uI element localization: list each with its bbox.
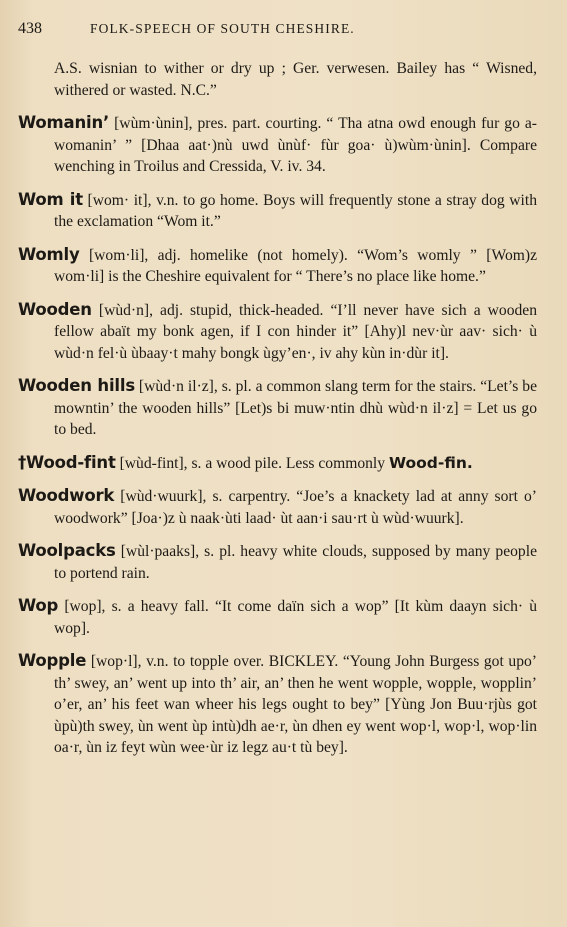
entry-headword: Wom it [18, 189, 83, 209]
page-header [18, 20, 537, 46]
entry-woodwork [18, 485, 537, 529]
entry-wom-it [18, 189, 537, 233]
entry-text: [wùd·n], adj. stupid, thick-headed. “I’ll never have sich a wooden fellow abaït my bonk agen, if I con hinder it” [Ahy)l nev·ùr aav· sich· ù wùd·n fel·ù ùbaay·t mahy bongk ùgy’en·, iv ahy kùn in·dùr it]. [54, 301, 538, 362]
entry-headword: Wopple [18, 651, 87, 670]
entry-headword: Woodwork [18, 486, 115, 505]
entry-woolpacks [18, 540, 537, 584]
entry-text: [wùd·n il·z], s. pl. a common slang term for the stairs. “Let’s be mowntin’ the wooden hills” [Let)s bi muw·ntin dhù wùd·n il·z] = Let us go to bed. [54, 378, 537, 438]
entry-text: [wop·l], v.n. to topple over. BICKLEY. “Young John Burgess got upo’ th’ swey, an’ went up into th’ air, an’ then he went wopple, wopple, wopplin’ o’er, an’ his feet wan wheer his legs ought to bey” [Yùng Jon Buu·rjùs got ùpù)th swey, ùn went ùp intù)dh ae·r, ùn dhen ey went wop·l, wop·l, wop·lin oa·r, ùn iz feyt wùn wee·ùr iz legz au·t tù bey]. [54, 653, 537, 756]
entry-headword: Wop [18, 596, 59, 615]
entry-headword: Womly [18, 244, 80, 264]
entry-text: [wùl·paaks], s. pl. heavy white clouds, supposed by many people to portend rain. [54, 543, 537, 582]
running-head: FOLK-SPEECH OF SOUTH CHESHIRE. [90, 21, 355, 36]
page-number: 438 [18, 20, 42, 37]
entry-wood-fint [18, 452, 537, 475]
entry-text: [wom·li], adj. homelike (not homely). “Wom’s womly ” [Wom)z wom·li] is the Cheshire equivalent for “ There’s no place like home.” [54, 246, 537, 285]
entry-text: [wùd·wuurk], s. carpentry. “Joe’s a knackety lad at anny sort o’ woodwork” [Joa·)z ù naak·ùti laad· ùt aan·i sau·rt ù wùd·wuurk]. [54, 488, 537, 527]
entry-headword: Womanin’ [18, 113, 110, 132]
entry-text: A.S. wisnian to wither or dry up ; Ger. verwesen. Bailey has “ Wisned, withered or wasted. N.C.” [54, 60, 537, 99]
entry-text: [wop], s. a heavy fall. “It come daïn sich a wop” [It kùm daayn sich· ù wop]. [54, 598, 537, 637]
entry-headword: Wooden [18, 299, 92, 319]
entry-wooden [18, 299, 537, 365]
entry-womly [18, 244, 537, 288]
dictionary-entries [18, 58, 537, 759]
entry-text: [wom· it], v.n. to go home. Boys will frequently stone a stray dog with the exclamation “Wom it.” [54, 191, 537, 230]
entry-text: [wùd-fint], s. a wood pile. Less commonly [119, 454, 386, 472]
entry-headword: †Wood-fint [18, 452, 116, 472]
entry-headword: Wooden hills [18, 376, 135, 395]
entry-womanin [18, 112, 537, 178]
entry-wooden-hills [18, 375, 537, 441]
entry-wopple [18, 650, 537, 759]
entry-alt-headword: Wood-fin. [388, 453, 473, 472]
entry-text: [wùm·ùnin], pres. part. courting. “ Tha atna owd enough fur go a-womanin’ ” [Dhaa aat·)nù uwd ùnùf· fùr goa· ù)wùm·ùnin]. Compare wenching in Troilus and Cressida, V. iv. 34. [54, 115, 537, 175]
entry-continuation [18, 58, 537, 101]
entry-wop [18, 595, 537, 639]
entry-headword: Woolpacks [18, 541, 116, 560]
